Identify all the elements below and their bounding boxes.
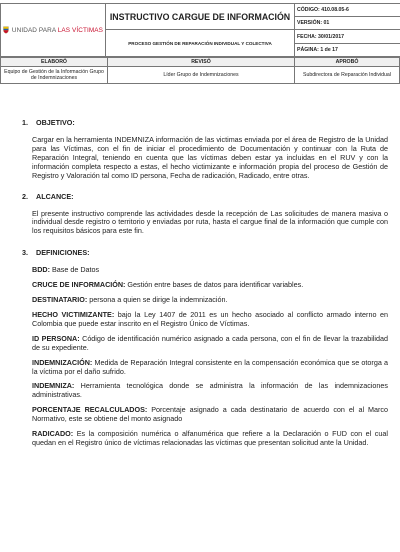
coat-of-arms-icon bbox=[3, 21, 9, 39]
section-heading-definiciones: 3. DEFINICIONES: bbox=[22, 248, 90, 258]
unidad-victimas-logo bbox=[3, 21, 103, 39]
alcance-paragraph: El presente instructivo comprende las actividades desde la recepción de Las solicitudes de manera masiva o individual desde registro o territorio y enviadas por ruta, hasta el cargue final de la información que cumple con los requisitos básicos para este fin. bbox=[32, 208, 388, 236]
process-name: PROCESO GESTIÓN DE REPARACIÓN INDIVIDUAL Y COLECTIVA bbox=[106, 30, 295, 57]
codigo-field: CÓDIGO: 410.08.05-6 bbox=[295, 4, 400, 17]
definition-item: HECHO VICTIMIZANTE: bajo la Ley 1407 de 2011 es un hecho asociado al conflicto armado interno en Colombia que puede estar inscrito en el Registro Único de Víctimas. bbox=[32, 309, 388, 328]
elaboro-header: ELABORÓ bbox=[1, 58, 108, 67]
section-heading-objetivo: 1. OBJETIVO: bbox=[22, 118, 75, 127]
section-heading-alcance: 2. ALCANCE: bbox=[22, 191, 74, 201]
definition-item: CRUCE DE INFORMACIÓN: Gestión entre bases de datos para identificar variables. bbox=[32, 280, 304, 290]
definition-item: PORCENTAJE RECALCULADOS: Porcentaje asignado a cada destinatario de acuerdo con el al Marco Normativo, este se obtiene del monto asignado bbox=[32, 405, 388, 424]
document-header bbox=[0, 3, 400, 84]
objetivo-paragraph: Cargar en la herramienta INDEMNIZA información de las victimas enviada por el área de Registro de la Unidad para las Víctimas, con el fin de iniciar el procedimiento de Documentación y continuar con la Ruta de Reparación Integral, teniendo en cuenta que las víctimas deben estar ya incluidas en el RUV y con la información completa respecto a estas, el hecho victimizante e información propia del proceso de Gestión de Registro y Valoración tal como ID persona, Fecha de radicación, Radicado, entre otras. bbox=[32, 135, 388, 180]
aprobo-value: Subdirectora de Reparación Individual bbox=[295, 67, 400, 84]
approval-table bbox=[0, 57, 400, 84]
reviso-value: Líder Grupo de Indemnizaciones bbox=[108, 67, 295, 84]
document-title: INSTRUCTIVO CARGUE DE INFORMACIÓN bbox=[109, 11, 291, 22]
aprobo-header: APROBÓ bbox=[295, 58, 400, 67]
elaboro-value: Equipo de Gestión de la Información Grupo de Indemnizaciones bbox=[1, 67, 108, 84]
definition-item: ID PERSONA: Código de identificación numérico asignado a cada persona, con el fin de llevar la trazabilidad de su expediente. bbox=[32, 333, 388, 352]
definition-item: BDD: Base de Datos bbox=[32, 265, 100, 275]
version-field: VERSIÓN: 01 bbox=[295, 17, 400, 30]
reviso-header: REVISÓ bbox=[108, 58, 295, 67]
definition-item: INDEMNIZACIÓN: Medida de Reparación Integral consistente en la compensación económica que se otorga a la víctima por el daño sufrido. bbox=[32, 357, 388, 376]
logo-cell bbox=[1, 4, 106, 57]
header-table bbox=[0, 3, 400, 57]
definition-item: DESTINATARIO: persona a quien se dirige la indemnización. bbox=[32, 295, 228, 305]
title-cell bbox=[106, 4, 295, 30]
document-body bbox=[22, 118, 388, 448]
definition-item: INDEMNIZA: Herramienta tecnológica donde se administra la información de las indemnizaciones administrativas. bbox=[32, 381, 388, 400]
fecha-field: FECHA: 30/01/2017 bbox=[295, 30, 400, 44]
definition-item: RADICADO: Es la composición numérica o alfanumérica que refiere a la Declaración o FUD con el cual quedan en el Registro único de víctimas relacionadas las víctimas que presentan solicitud ante la Unidad. bbox=[32, 429, 388, 447]
logo-text: UNIDAD PARA LAS VÍCTIMAS bbox=[11, 26, 103, 34]
pagina-field: PÁGINA: 1 de 17 bbox=[295, 44, 400, 57]
